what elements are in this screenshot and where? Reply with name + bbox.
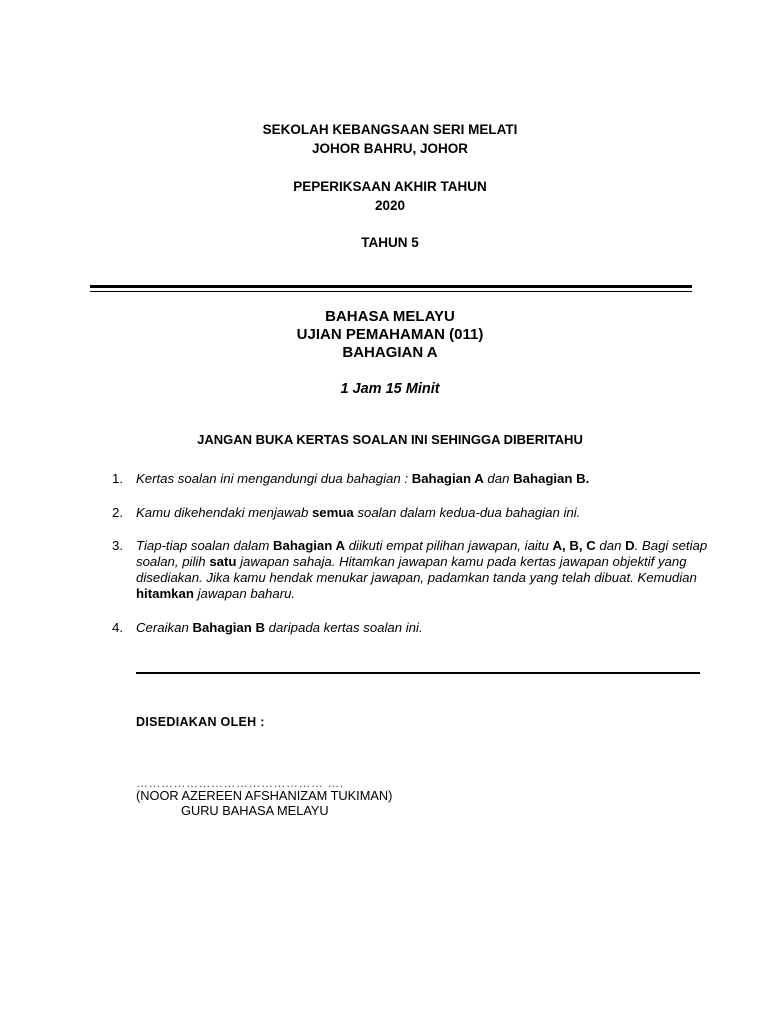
subject-name: BAHASA MELAYU bbox=[325, 308, 455, 325]
exam-year: 2020 bbox=[374, 198, 406, 213]
instruction-emphasis: Bahagian A bbox=[411, 471, 484, 486]
paper-title: UJIAN PEMAHAMAN (011) bbox=[296, 326, 484, 343]
school-name: SEKOLAH KEBANGSAAN SERI MELATI bbox=[262, 122, 518, 137]
instruction-run: Kamu dikehendaki menjawab bbox=[136, 505, 312, 520]
instruction-emphasis: Bahagian B bbox=[192, 620, 265, 635]
instruction-run: Kertas soalan ini mengandungi dua bahagian : bbox=[136, 471, 412, 486]
instruction-run: jawapan baharu. bbox=[193, 586, 296, 601]
preparer-title: GURU BAHASA MELAYU bbox=[181, 803, 329, 818]
instruction-emphasis: D bbox=[625, 538, 635, 553]
instruction-emphasis: Bahagian B. bbox=[513, 471, 590, 486]
preparer-name: (NOOR AZEREEN AFSHANIZAM TUKIMAN) bbox=[136, 788, 393, 803]
exam-duration: 1 Jam 15 Minit bbox=[340, 381, 440, 397]
instruction-text bbox=[136, 471, 711, 487]
instruction-run: dan bbox=[483, 471, 514, 486]
instruction-number: 4. bbox=[112, 620, 123, 635]
instruction-text bbox=[136, 505, 711, 521]
instruction-text bbox=[136, 620, 711, 636]
instruction-run: Tiap-tiap soalan dalam bbox=[136, 538, 273, 553]
instruction-run: diikuti empat pilihan jawapan, iaitu bbox=[345, 538, 553, 553]
signature-line: ……………………………………… …. bbox=[136, 776, 344, 790]
instruction-run: Ceraikan bbox=[136, 620, 193, 635]
instruction-emphasis: A, B, C bbox=[552, 538, 596, 553]
instruction-run: soalan dalam kedua-dua bahagian ini. bbox=[353, 505, 581, 520]
instruction-emphasis: Bahagian A bbox=[272, 538, 346, 553]
instruction-emphasis: semua bbox=[311, 505, 354, 520]
instruction-run: jawapan sahaja. Hitamkan jawapan kamu pada kertas jawapan objektif yang disediakan. Jika kamu hendak menukar jawapan, padamkan tanda yang telah dibuat. Kemudian bbox=[136, 554, 697, 585]
instruction-emphasis: satu bbox=[209, 554, 237, 569]
prepared-by-label: DISEDIAKAN OLEH : bbox=[136, 715, 265, 729]
grade-label: TAHUN 5 bbox=[361, 235, 419, 250]
footer-divider bbox=[136, 672, 700, 674]
school-location: JOHOR BAHRU, JOHOR bbox=[311, 141, 468, 156]
instruction-text bbox=[136, 538, 711, 602]
instruction-number: 2. bbox=[112, 505, 123, 520]
instruction-number: 3. bbox=[112, 538, 123, 553]
header-divider-thin bbox=[90, 291, 692, 292]
instruction-run: . Bagi setiap soalan, pilih bbox=[136, 538, 708, 569]
instruction-number: 1. bbox=[112, 471, 123, 486]
instruction-run: daripada kertas soalan ini. bbox=[265, 620, 423, 635]
instruction-emphasis: hitamkan bbox=[136, 586, 194, 601]
header-divider-thick bbox=[90, 285, 692, 288]
instruction-run: dan bbox=[595, 538, 626, 553]
do-not-open-warning: JANGAN BUKA KERTAS SOALAN INI SEHINGGA DIBERITAHU bbox=[197, 432, 583, 447]
section-title: BAHAGIAN A bbox=[342, 344, 438, 361]
exam-title: PEPERIKSAAN AKHIR TAHUN bbox=[293, 179, 487, 194]
